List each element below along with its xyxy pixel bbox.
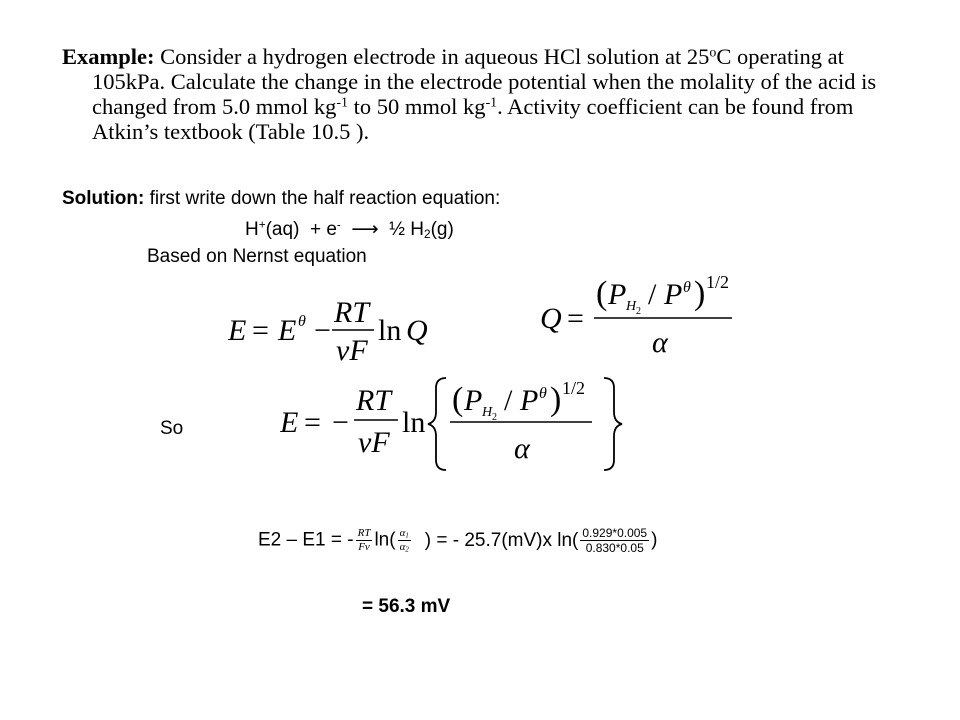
svg-text:θ: θ [683,279,691,296]
reaction-aq: (aq) + e [265,219,337,240]
calc-close: ) [651,529,658,551]
svg-text:): ) [550,381,562,418]
svg-text:(: ( [596,275,608,312]
example-text-1: Consider a hydrogen electrode in aqueous HCl solution at 25 [154,44,710,69]
svg-text:P: P [664,278,683,311]
nernst-label: Based on Nernst equation [147,246,367,267]
reaction-h: H [245,219,259,240]
example-text-4: . Activity coefficient can be found from Atkin’s textbook (Table 10.5 ). [92,94,854,144]
exponent-1: -1 [336,95,348,111]
svg-text:P: P [608,278,627,311]
example-text-2: C operating at 105kPa. Calculate the change in the electrode potential when the molality of the acid is changed from 5.0 mmol kg [92,44,877,119]
calculation-line [258,527,657,554]
numeric-numerator: 0.929*0.005 [582,526,648,540]
calc-ln1: ln( [374,529,396,551]
svg-text:=: = [567,302,584,335]
svg-text:E: E [228,314,247,347]
svg-text:Q: Q [406,314,428,347]
reaction-h-charge: + [258,218,266,232]
svg-text:H: H [626,299,637,314]
svg-text:−: − [314,314,331,347]
solution-line [62,188,500,210]
svg-text:−: − [332,406,349,439]
svg-text:/: / [504,384,513,417]
combined-equation [280,370,640,475]
svg-text:2: 2 [492,412,497,423]
svg-text:/: / [648,278,657,311]
reaction-g: (g) [430,219,454,240]
svg-text:ln: ln [378,314,402,347]
svg-text:RT: RT [356,384,392,417]
so-label: So [160,418,184,439]
example-paragraph [62,44,922,144]
calc-lhs: E2 – E1 = - [258,529,354,551]
calc-mid: ) = - 25.7(mV)x ln( [424,529,579,551]
svg-text:1/2: 1/2 [706,272,730,292]
svg-text:RT: RT [334,296,370,329]
numeric-denominator: 0.830*0.05 [585,541,644,555]
example-label: Example: [62,44,155,69]
exponent-2: -1 [485,95,498,111]
half-reaction [245,218,454,241]
solution-label: Solution: [62,188,145,209]
example-text-3: to 50 mmol kg [347,94,486,119]
svg-text:θ: θ [298,313,306,330]
svg-text:=: = [304,406,321,439]
svg-text:P: P [520,384,539,417]
svg-text:α: α [652,326,668,359]
svg-text:=: = [252,314,269,347]
degree-superscript: o [709,45,717,61]
solution-text: first write down the half reaction equation: [144,188,501,209]
result-value: = 56.3 mV [362,596,451,617]
nernst-equation [228,290,438,370]
svg-text:Q: Q [540,302,562,335]
svg-text:(: ( [452,381,464,418]
svg-text:H: H [482,405,493,420]
svg-text:ln: ln [402,406,426,439]
svg-text:vF: vF [358,426,390,459]
svg-text:E: E [278,314,297,347]
numeric-fraction [580,527,649,554]
q-equation [540,272,750,362]
reaction-h2-subscript: 2 [424,227,431,241]
svg-text:2: 2 [636,306,641,317]
svg-text:1/2: 1/2 [562,378,586,398]
svg-text:vF: vF [336,334,368,367]
rt-over-fv-fraction: $\frac{RT}{F\nu}$ [357,527,371,553]
svg-text:P: P [464,384,483,417]
svg-text:): ) [694,275,706,312]
svg-text:α: α [514,432,530,465]
svg-text:E: E [280,406,299,439]
reaction-e-charge: - [336,218,341,232]
reaction-arrow: ⟶ ½ H [340,219,425,240]
svg-text:θ: θ [539,385,547,402]
alpha-ratio-fraction: $\frac{\alpha_1}{\alpha_2}$ [399,527,409,554]
